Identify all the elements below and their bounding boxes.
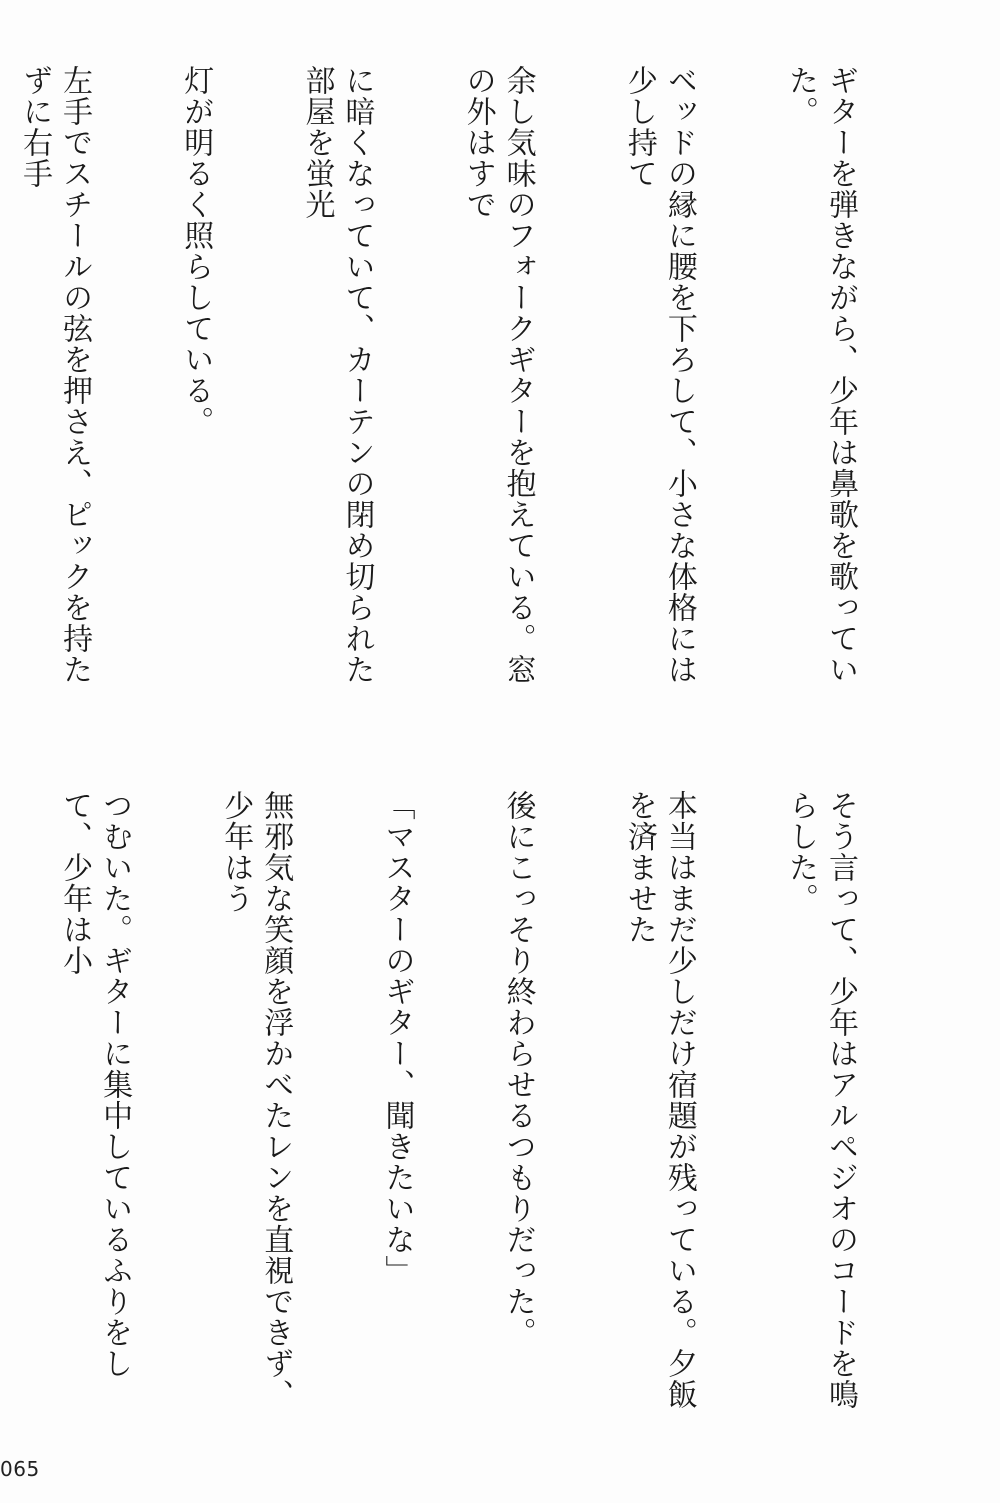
text-line: ベッドの縁に腰を下ろして、小さな体格には少し持て — [621, 65, 697, 685]
upper-text-block — [17, 65, 940, 685]
text-line: ギターを弾きながら、少年は鼻歌を歌っていた。 — [783, 65, 858, 685]
page-number: 065 — [0, 1457, 40, 1481]
text-line: 後にこっそり終わらせるつもりだった。 — [500, 790, 536, 1348]
text-line: 左手でスチールの弦を押さえ、ピックを持たずに右手 — [17, 65, 93, 685]
text-line: 「マスターのギター、聞きたいな」 — [379, 790, 415, 1286]
text-line: 本当はまだ少しだけ宿題が残っている。夕飯を済ませた — [621, 790, 697, 1410]
text-line: に暗くなっていて、カーテンの閉め切られた部屋を蛍光 — [299, 65, 375, 685]
text-line: 無邪気な笑顔を浮かべたレンを直視できず、少年はう — [218, 790, 294, 1410]
text-line: 余し気味のフォークギターを抱えている。窓の外はすで — [460, 65, 536, 685]
text-line: つむいた。ギターに集中しているふりをして、少年は小 — [57, 790, 133, 1379]
lower-text-block — [57, 790, 940, 1410]
text-line: そう言って、少年はアルペジオのコードを鳴らした。 — [783, 790, 858, 1410]
text-line: 灯が明るく照らしている。 — [178, 65, 214, 437]
